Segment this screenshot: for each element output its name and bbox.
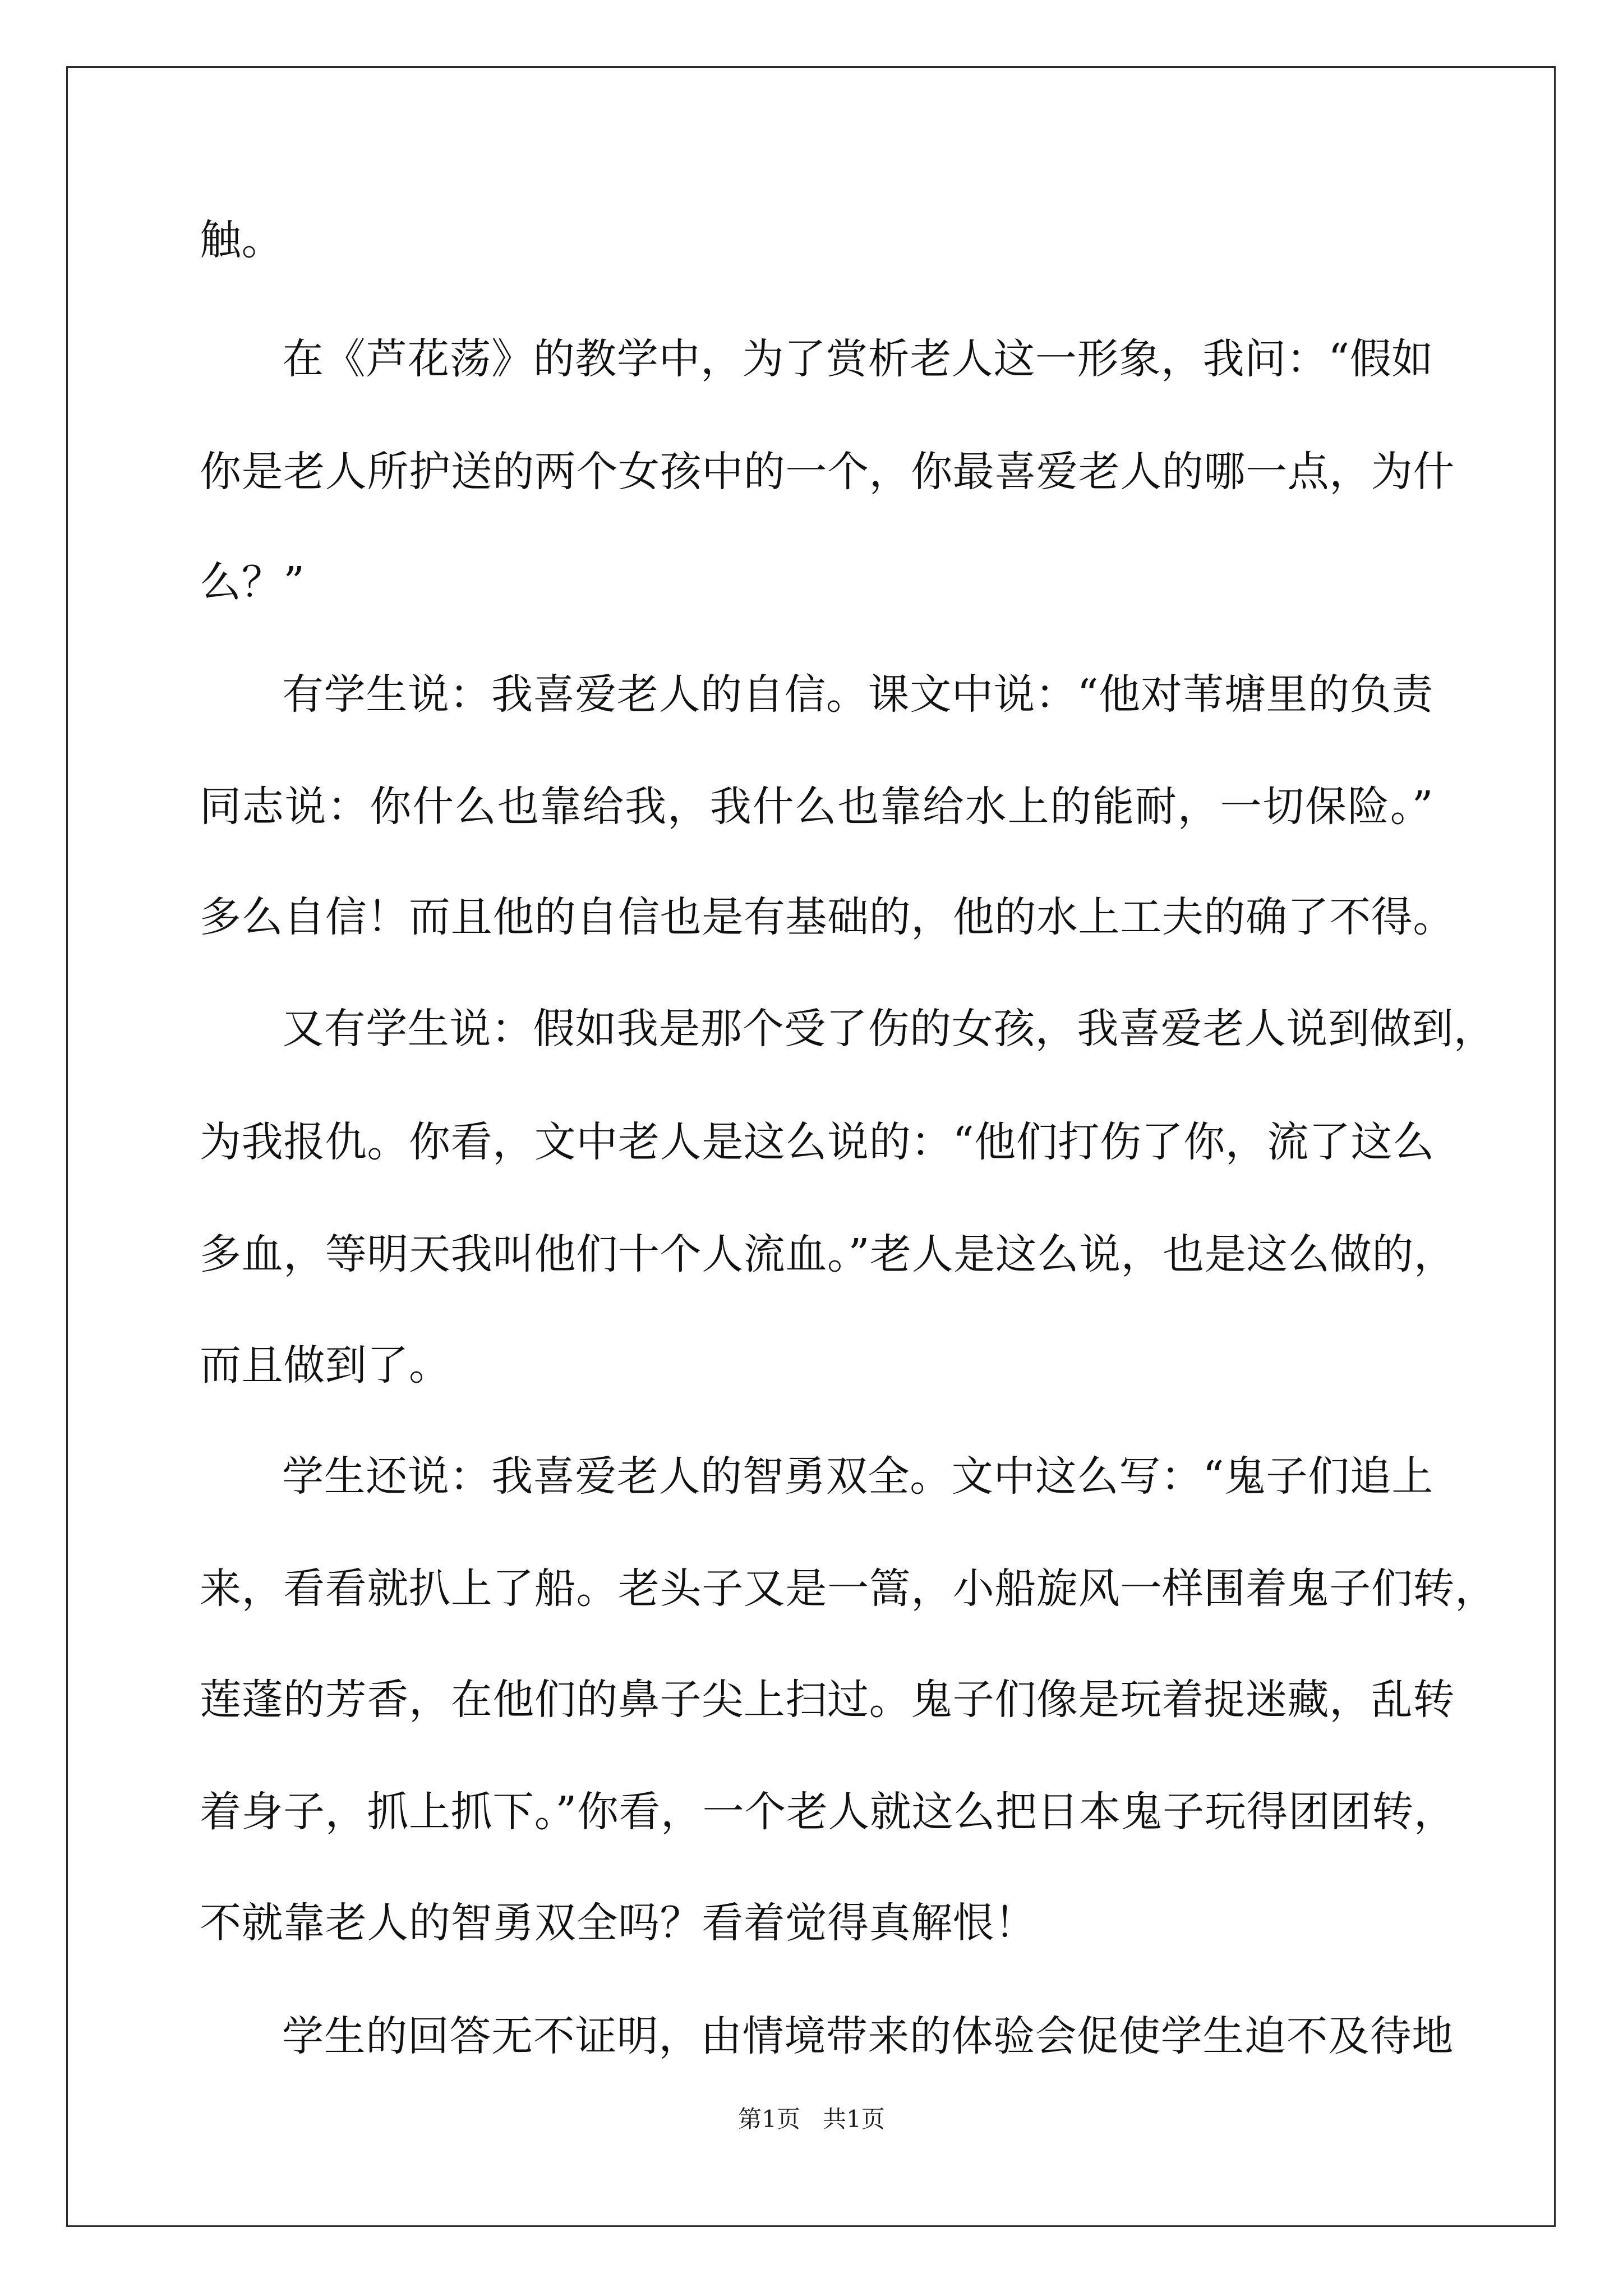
paragraph-first-line: 学生还说：我喜爱老人的智勇双全。文中这么写：“鬼子们追上 xyxy=(282,1452,1433,1501)
page-number: 第1页 xyxy=(738,2105,800,2133)
text-line: 同志说：你什么也靠给我，我什么也靠给水上的能耐，一切保险。” xyxy=(200,783,1433,831)
text-line: 么？” xyxy=(200,558,305,606)
text-line: 莲蓬的芳香，在他们的鼻子尖上扫过。鬼子们像是玩着捉迷藏，乱转 xyxy=(200,1676,1455,1724)
text-line: 着身子，抓上抓下。”你看，一个老人就这么把日本鬼子玩得团团转， xyxy=(200,1788,1456,1836)
text-line: 触。 xyxy=(200,216,284,264)
text-line: 多么自信！而且他的自信也是有基础的，他的水上工夫的确了不得。 xyxy=(200,893,1455,941)
text-line: 为我报仇。你看，文中老人是这么说的：“他们打伤了你，流了这么 xyxy=(200,1118,1435,1166)
text-line: 来，看看就扒上了船。老头子又是一篙，小船旋风一样围着鬼子们转， xyxy=(200,1565,1497,1613)
text-line: 而且做到了。 xyxy=(200,1341,451,1389)
paragraph-first-line: 又有学生说：假如我是那个受了伤的女孩，我喜爱老人说到做到， xyxy=(282,1005,1496,1053)
paragraph-first-line: 学生的回答无不证明，由情境带来的体验会促使学生迫不及待地 xyxy=(282,2012,1454,2060)
paragraph-first-line: 有学生说：我喜爱老人的自信。课文中说：“他对苇塘里的负责 xyxy=(282,670,1433,719)
text-line: 不就靠老人的智勇双全吗？看着觉得真解恨！ xyxy=(200,1899,1036,1947)
page-footer xyxy=(0,2102,1623,2136)
text-line: 多血，等明天我叫他们十个人流血。”老人是这么说，也是这么做的， xyxy=(200,1230,1456,1278)
page-total: 共1页 xyxy=(823,2105,885,2133)
paragraph-first-line: 在《芦花荡》的教学中，为了赏析老人这一形象，我问：“假如 xyxy=(282,335,1433,383)
text-line: 你是老人所护送的两个女孩中的一个，你最喜爱老人的哪一点，为什 xyxy=(200,448,1455,496)
